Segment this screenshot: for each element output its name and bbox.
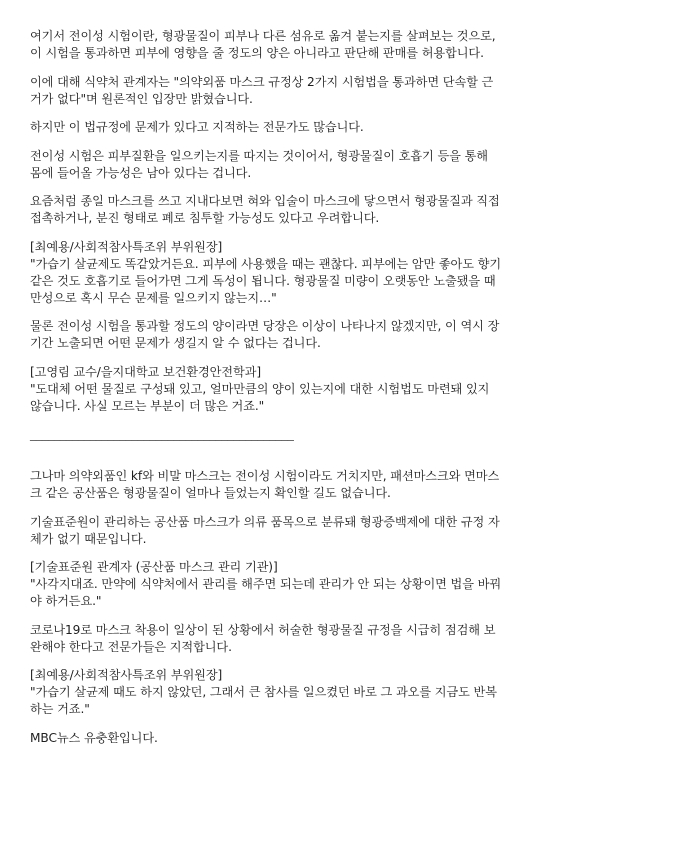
- text-line: 이 시험을 통과하면 피부에 영향을 줄 정도의 양은 아니라고 판단해 판매를 허용합니다.: [30, 46, 484, 60]
- paragraph-mfds-response: [30, 74, 670, 108]
- text-line: 거가 없다"며 원론적인 입장만 밝혔습니다.: [30, 91, 253, 106]
- article-body: [30, 28, 670, 758]
- paragraph-kats-regulation: [30, 514, 670, 548]
- quote-line: 하는 거죠.": [30, 702, 90, 716]
- quote-line: 야 하거든요.": [30, 594, 102, 608]
- quote-block-ko: [30, 364, 670, 415]
- text-line: 기술표준원이 관리하는 공산품 마스크가 의류 품목으로 분류돼 형광증백제에 대한 규정 자: [30, 514, 500, 529]
- paragraph-covid-regulation: [30, 622, 670, 656]
- quote-speaker: [고영림 교수/을지대학교 보건환경안전학과]: [30, 364, 261, 379]
- paragraph-long-term-exposure: [30, 318, 670, 352]
- quote-line: "가습기 살균제 때도 하지 않았던, 그래서 큰 참사를 일으켰던 바로 그 과오를 지금도 반복: [30, 685, 497, 699]
- section-divider: ____________________________________________: [30, 427, 294, 441]
- text-line: 하지만 이 법규정에 문제가 있다고 지적하는 전문가도 많습니다.: [30, 120, 364, 134]
- quote-speaker: [최예용/사회적참사특조위 부위원장]: [30, 668, 223, 682]
- paragraph-experts-criticism: [30, 119, 670, 136]
- text-line: 그나마 의약외품인 kf와 비말 마스크는 전이성 시험이라도 거치지만, 패션마스크와 면마스: [30, 469, 500, 483]
- quote-line: "사각지대죠. 만약에 식약처에서 관리를 해주면 되는데 관리가 안 되는 상황이면 법을 바꿔: [30, 577, 502, 591]
- paragraph-respiratory-risk: [30, 148, 670, 182]
- paragraph-transfer-test: [30, 28, 670, 62]
- text-line: 접촉하거나, 분진 형태로 폐로 침투할 가능성도 있다고 우려합니다.: [30, 211, 380, 225]
- quote-line: 같은 것도 호흡기로 들어가면 그게 독성이 됩니다. 형광물질 미량이 오랫동안 노출됐을 때: [30, 273, 496, 288]
- text-line: 기간 노출되면 어떤 문제가 생길지 알 수 없다는 겁니다.: [30, 336, 321, 350]
- paragraph-direct-contact: [30, 193, 670, 227]
- text-line: 물론 전이성 시험을 통과할 정도의 양이라면 당장은 이상이 나타나지 않겠지만, 이 역시 장: [30, 319, 500, 333]
- text-line: 크 같은 공산품은 형광물질이 얼마나 들었는지 확인할 길도 없습니다.: [30, 486, 391, 500]
- paragraph-fashion-masks: [30, 468, 670, 502]
- quote-line: 만성으로 혹시 무슨 문제를 일으키지 않는지…": [30, 290, 277, 305]
- quote-line: "도대체 어떤 물질로 구성돼 있고, 얼마만큼의 양이 있는지에 대한 시험법도 마련돼 있지: [30, 381, 490, 396]
- quote-block-choi-2: [30, 667, 670, 718]
- quote-line: 않습니다. 사실 모르는 부분이 더 많은 거죠.": [30, 398, 265, 413]
- quote-block-choi-1: [30, 239, 670, 307]
- text-line: 요즘처럼 종일 마스크를 쓰고 지내다보면 혀와 입술이 마스크에 닿으면서 형광물질과 직접: [30, 194, 500, 208]
- quote-speaker: [최예용/사회적참사특조위 부위원장]: [30, 239, 223, 254]
- text-line: 체가 없기 때문입니다.: [30, 531, 147, 546]
- quote-line: "가습기 살균제도 똑같았거든요. 피부에 사용했을 때는 괜찮다. 피부에는 암만 좋아도 향기: [30, 256, 502, 271]
- quote-block-kats: [30, 559, 670, 610]
- text-line: 전이성 시험은 피부질환을 일으키는지를 따지는 것이어서, 형광물질이 호흡기 등을 통해: [30, 148, 488, 163]
- quote-speaker: [기술표준원 관계자 (공산품 마스크 관리 기관)]: [30, 560, 278, 574]
- text-line: 코로나19로 마스크 착용이 일상이 된 상황에서 허술한 형광물질 규정을 시급히 점검해 보: [30, 622, 496, 637]
- text-line: 완해야 한다고 전문가들은 지적합니다.: [30, 639, 232, 654]
- text-line: 여기서 전이성 시험이란, 형광물질이 피부나 다른 섬유로 옮겨 붙는지를 살펴보는 것으로,: [30, 29, 496, 43]
- signoff-line: MBC뉴스 유충환입니다.: [30, 730, 158, 745]
- text-line: 몸에 들어올 가능성은 남아 있다는 겁니다.: [30, 165, 252, 180]
- text-line: 이에 대해 식약처 관계자는 "의약외품 마스크 규정상 2가지 시험법을 통과하면 단속할 근: [30, 74, 494, 89]
- reporter-signoff: [30, 730, 670, 747]
